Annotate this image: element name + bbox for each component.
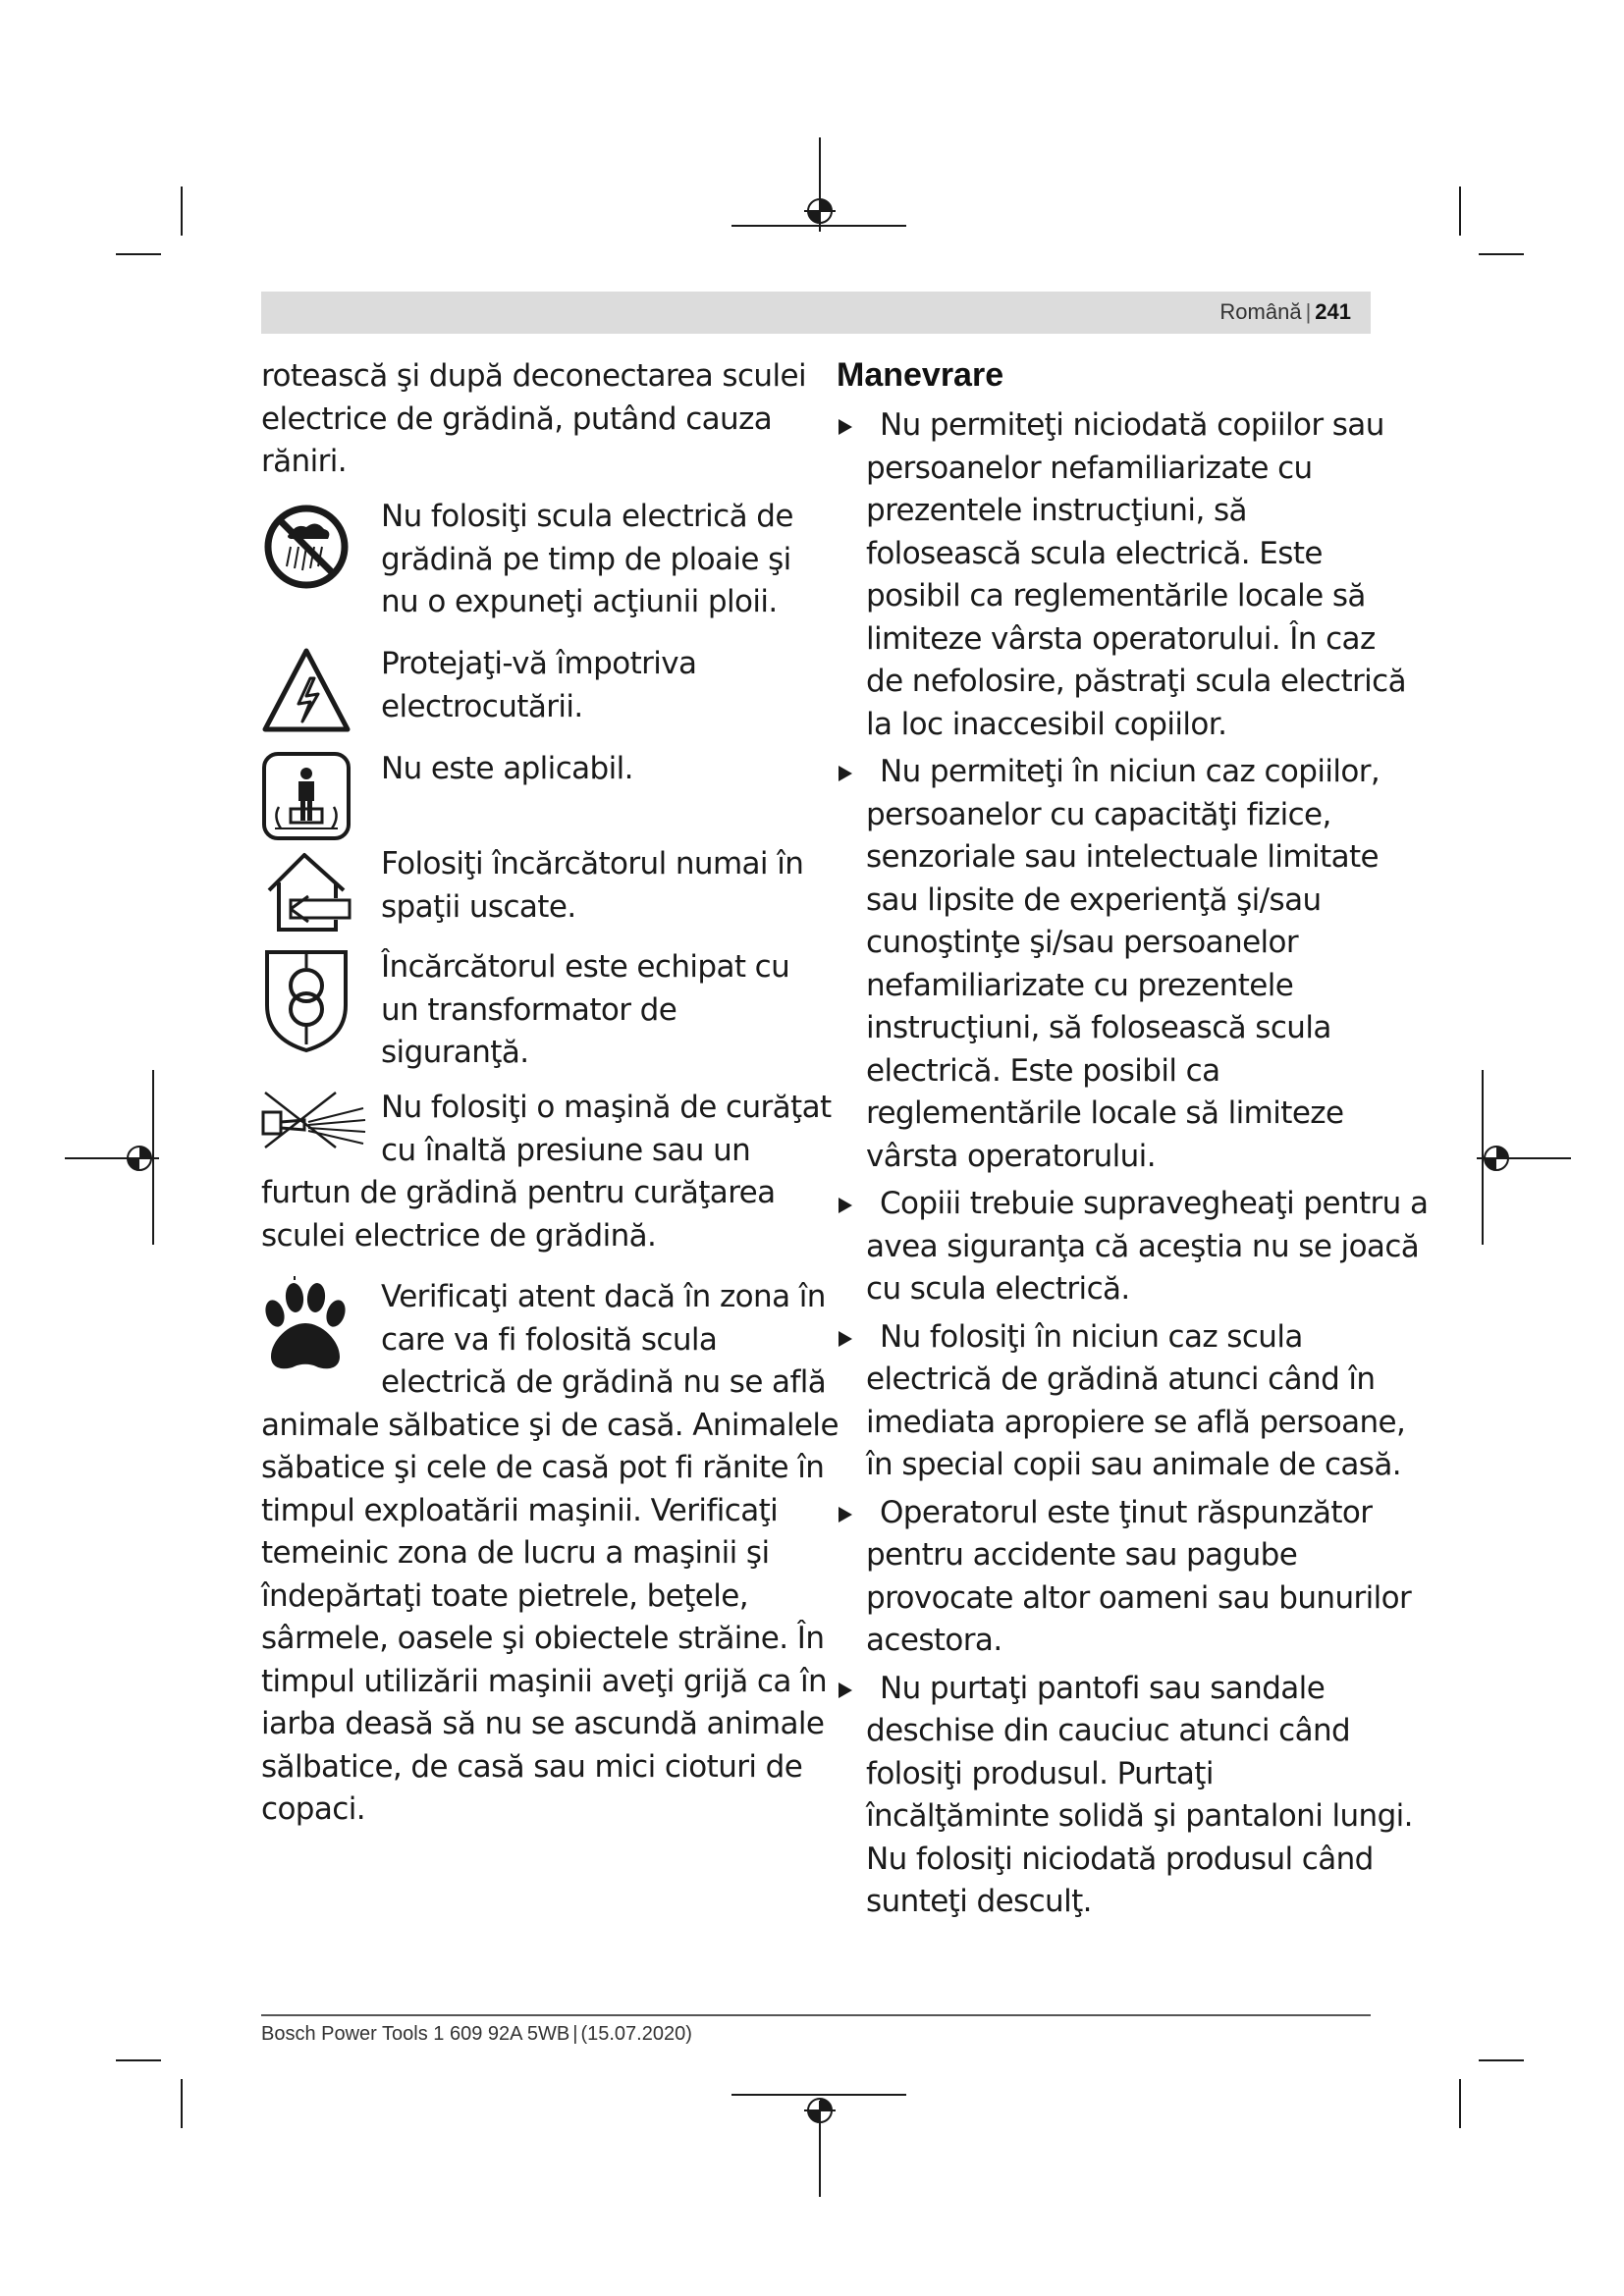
text-line: Încărcătorul este echipat cu bbox=[381, 949, 790, 985]
text-line: persoanelor cu capacităţi fizice, bbox=[866, 796, 1331, 832]
bullet-arrow-icon bbox=[839, 1198, 852, 1213]
text-line: electrocutării. bbox=[381, 688, 583, 724]
crop-mark bbox=[181, 187, 183, 236]
text-line: săbatice şi cele de casă pot fi rănite în bbox=[261, 1450, 825, 1485]
text-line: sculei electrice de grădină. bbox=[261, 1217, 657, 1254]
text-line: deschise din cauciuc atunci când bbox=[866, 1713, 1351, 1748]
text-line: furtun de grădină pentru curăţarea bbox=[261, 1175, 776, 1210]
symbol-row bbox=[261, 643, 696, 741]
bullet-arrow-icon bbox=[839, 419, 852, 435]
crop-mark bbox=[116, 253, 161, 255]
text-line: instrucţiuni, să folosească scula bbox=[866, 1010, 1331, 1045]
registration-mark-icon bbox=[731, 137, 908, 255]
registration-mark-icon bbox=[1473, 1070, 1571, 1247]
text-line: copaci. bbox=[261, 1791, 365, 1827]
bullet-arrow-icon bbox=[839, 1682, 852, 1698]
text-line: electrică de grădină atunci când în bbox=[866, 1362, 1376, 1397]
pressure-washer-block bbox=[261, 1087, 832, 1257]
text-line: Nu folosiţi niciodată produsul când bbox=[866, 1841, 1374, 1877]
bullet-item bbox=[837, 1316, 1406, 1487]
text-line: nu o expuneţi acţiunii ploii. bbox=[381, 584, 778, 619]
text-line: spaţii uscate. bbox=[381, 888, 576, 925]
text-line: folosiţi produsul. Purtaţi bbox=[866, 1755, 1214, 1791]
footer-doc-number: 1 609 92A 5WB bbox=[433, 2023, 570, 2045]
symbol-row bbox=[261, 843, 803, 941]
text-line: sălbatice, de casă sau mici cioturi de bbox=[261, 1748, 803, 1785]
symbol-description bbox=[381, 946, 789, 1075]
bullet-arrow-icon bbox=[839, 1331, 852, 1347]
text-line: electrice de grădină, putând cauza bbox=[261, 400, 773, 437]
text-line: persoanelor nefamiliarizate cu bbox=[866, 450, 1313, 486]
symbol-description bbox=[381, 643, 696, 741]
bullet-arrow-icon bbox=[839, 766, 852, 781]
text-line: Nu folosiţi în niciun caz scula bbox=[880, 1318, 1303, 1355]
symbol-description bbox=[381, 843, 803, 941]
footer-divider bbox=[261, 2014, 1371, 2016]
bullet-item bbox=[837, 1492, 1412, 1663]
text-line: posibil ca reglementările locale să bbox=[866, 578, 1366, 614]
text-line: vârsta operatorului. bbox=[866, 1138, 1156, 1174]
text-line: cu înaltă presiune sau un bbox=[381, 1132, 751, 1168]
text-line: răniri. bbox=[261, 444, 348, 479]
crop-mark bbox=[1459, 187, 1461, 236]
text-line: senzoriale sau intelectuale limitate bbox=[866, 839, 1380, 875]
text-line: sârmele, oasele şi obiectele străine. În bbox=[261, 1621, 825, 1656]
text-line: Copiii trebuie supravegheaţi pentru a bbox=[880, 1186, 1429, 1221]
bullet-item bbox=[837, 1183, 1429, 1311]
text-line: timpul exploatării maşinii. Verificaţi bbox=[261, 1492, 779, 1528]
no-pressure-washer-icon bbox=[261, 1087, 369, 1172]
crop-mark bbox=[1459, 2079, 1461, 2128]
text-line: Protejaţi-vă împotriva bbox=[381, 646, 697, 681]
text-line: la loc inaccesibil copiilor. bbox=[866, 706, 1227, 742]
text-line: electrică. Este posibil ca bbox=[866, 1052, 1220, 1089]
text-line: reglementările locale să limiteze bbox=[866, 1095, 1344, 1131]
text-line: electrică de grădină nu se află bbox=[381, 1364, 827, 1400]
registration-mark-icon bbox=[65, 1070, 163, 1247]
text-line: Nu permiteţi niciodată copiilor sau bbox=[880, 407, 1384, 443]
text-line: un transformator de bbox=[381, 991, 677, 1028]
text-line: timpul utilizării maşinii aveţi grijă ca în bbox=[261, 1663, 828, 1699]
text-line: animale sălbatice şi de casă. Animalele bbox=[261, 1407, 839, 1443]
electric-shock-warning-icon bbox=[261, 643, 357, 741]
text-line: nefamiliarizate cu prezentele bbox=[866, 967, 1294, 1003]
text-line: Nu permiteţi în niciun caz copiilor, bbox=[880, 754, 1380, 789]
page-number: 241 bbox=[1315, 299, 1351, 324]
text-line: avea siguranţa că aceştia nu se joacă bbox=[866, 1228, 1420, 1264]
text-line: Nu este aplicabil. bbox=[381, 751, 633, 786]
text-line: pentru accidente sau pagube bbox=[866, 1537, 1298, 1573]
page-header bbox=[261, 292, 1371, 334]
text-line: limiteze vârsta operatorului. În caz bbox=[866, 620, 1376, 657]
no-rain-icon bbox=[261, 496, 357, 594]
text-line: cu scula electrică. bbox=[866, 1271, 1130, 1307]
bullet-item bbox=[837, 1668, 1413, 1924]
safety-transformer-icon bbox=[261, 946, 357, 1044]
text-line: imediata apropiere se află persoane, bbox=[866, 1404, 1406, 1440]
text-line: prezentele instrucţiuni, să bbox=[866, 493, 1247, 528]
operator-mower-icon bbox=[261, 748, 357, 846]
text-line: sau lipsite de experienţă şi/sau bbox=[866, 881, 1322, 918]
page-footer: Bosch Power Tools 1 609 92A 5WB | (15.07.2020) bbox=[261, 2023, 692, 2045]
indoor-use-house-icon bbox=[261, 843, 357, 941]
text-line: Nu folosiţi o maşină de curăţat bbox=[381, 1090, 832, 1125]
footer-date: (15.07.2020) bbox=[580, 2023, 692, 2045]
left-intro bbox=[261, 355, 811, 484]
text-line: provocate altor oameni sau bunurilor bbox=[866, 1579, 1412, 1616]
text-line: care va fi folosită scula bbox=[381, 1321, 718, 1358]
symbol-description bbox=[381, 748, 633, 846]
text-line: Folosiţi încărcătorul numai în bbox=[381, 846, 804, 881]
handling-section bbox=[837, 351, 1429, 1929]
symbol-row bbox=[261, 496, 793, 624]
text-line: Operatorul este ţinut răspunzător bbox=[880, 1494, 1373, 1530]
bullet-item bbox=[837, 751, 1386, 1178]
paw-print-icon bbox=[261, 1276, 357, 1374]
symbol-row bbox=[261, 748, 633, 846]
symbol-row bbox=[261, 946, 789, 1075]
header-label: Română | 241 bbox=[1219, 299, 1351, 324]
text-line: încălţăminte solidă şi pantaloni lungi. bbox=[866, 1798, 1413, 1834]
text-line: temeinic zona de lucru a maşinii şi bbox=[261, 1535, 770, 1571]
crop-mark bbox=[1479, 2059, 1524, 2061]
symbol-description bbox=[381, 496, 793, 624]
footer-brand: Bosch Power Tools bbox=[261, 2023, 428, 2045]
crop-mark bbox=[1479, 253, 1524, 255]
text-line: Verificaţi atent dacă în zona în bbox=[381, 1279, 826, 1314]
text-line: acestora. bbox=[866, 1623, 1002, 1658]
crop-mark bbox=[181, 2079, 183, 2128]
text-line: Nu purtaţi pantofi sau sandale bbox=[880, 1670, 1326, 1706]
text-line: îndepărtaţi toate pietrele, beţele, bbox=[261, 1577, 748, 1614]
text-line: Nu folosiţi scula electrică de bbox=[381, 499, 793, 534]
text-line: iarba deasă să nu se ascundă animale bbox=[261, 1706, 825, 1741]
animals-warning-block bbox=[261, 1276, 839, 1832]
header-language: Română bbox=[1219, 299, 1302, 324]
text-line: sunteţi desculţ. bbox=[866, 1884, 1092, 1919]
text-line: siguranţă. bbox=[381, 1035, 529, 1070]
text-line: folosească scula electrică. Este bbox=[866, 535, 1323, 571]
registration-mark-icon bbox=[731, 2081, 908, 2199]
section-heading: Manevrare bbox=[837, 356, 1004, 394]
text-line: grădină pe timp de ploaie şi bbox=[381, 541, 791, 577]
bullet-arrow-icon bbox=[839, 1507, 852, 1522]
text-line: în special copii sau animale de casă. bbox=[866, 1447, 1401, 1482]
text-line: cunoştinţe şi/sau persoanelor bbox=[866, 925, 1299, 960]
bullet-item bbox=[837, 404, 1406, 746]
text-line: rotească şi după deconectarea sculei bbox=[261, 358, 806, 394]
text-line: de nefolosire, păstraţi scula electrică bbox=[866, 664, 1406, 699]
crop-mark bbox=[116, 2059, 161, 2061]
